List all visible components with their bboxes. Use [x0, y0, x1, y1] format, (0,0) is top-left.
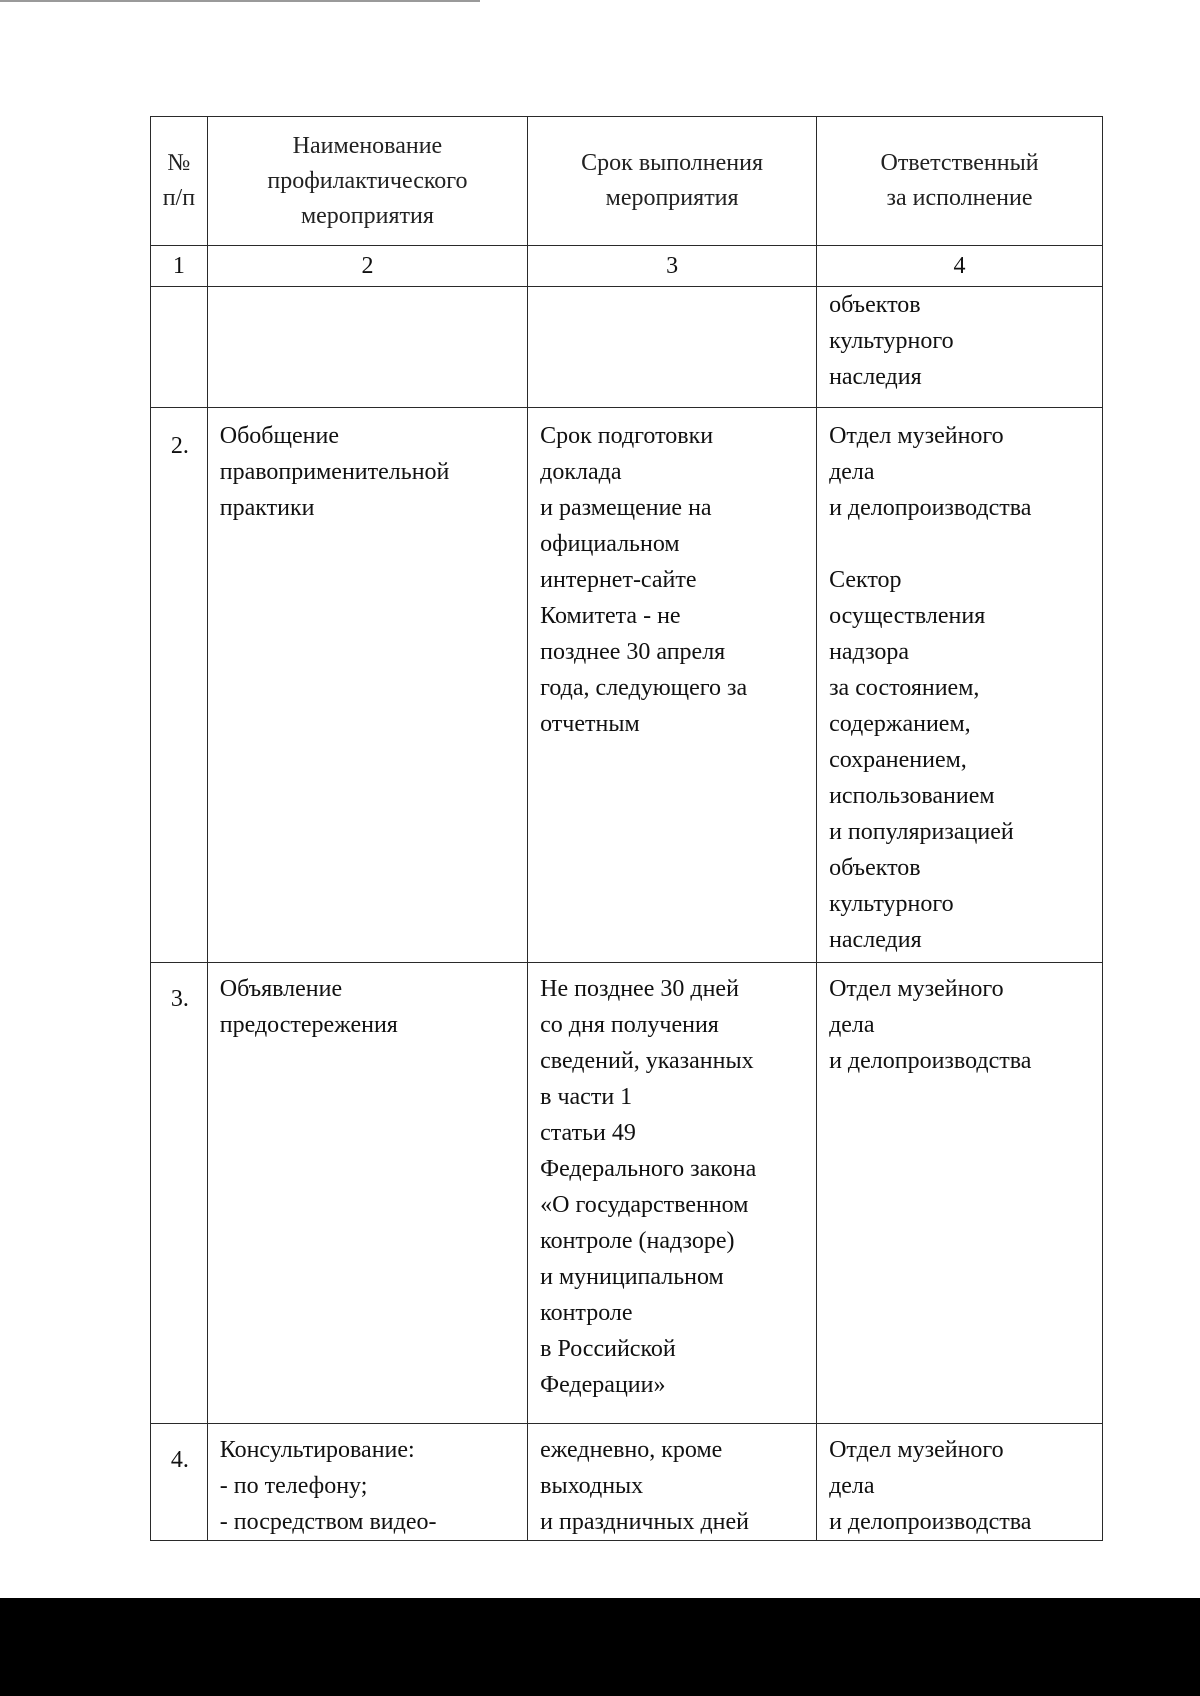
line-gap: [829, 526, 1092, 562]
cell-line: и делопроизводства: [829, 495, 1032, 521]
cell-line: отчетным: [540, 711, 640, 737]
cell-line: содержанием,: [829, 711, 971, 737]
cell-line: и популяризацией: [829, 819, 1014, 845]
cell-line: культурного: [829, 891, 954, 917]
event-name-cell: [207, 1424, 527, 1541]
row-number-cell: [151, 408, 208, 963]
header-text: профилактического: [267, 167, 468, 194]
cell-line: за состоянием,: [829, 675, 980, 701]
header-number: [151, 117, 208, 246]
event-name-cell: [207, 287, 527, 408]
scan-top-rule: [0, 0, 480, 2]
cell-line: практики: [219, 495, 315, 521]
cell-line: статьи 49: [540, 1120, 636, 1146]
responsible-cell: [817, 963, 1103, 1424]
cell-line: интернет-сайте: [540, 567, 697, 593]
cell-line: наследия: [829, 364, 922, 390]
column-number: 2: [207, 246, 527, 287]
column-number: 4: [817, 246, 1103, 287]
table-header-row: [151, 117, 1103, 246]
table-row: [151, 963, 1103, 1424]
row-number: 4.: [170, 1447, 189, 1473]
header-responsible: [817, 117, 1103, 246]
cell-line: Обобщение: [219, 423, 339, 449]
cell-line: Комитета - не: [540, 603, 681, 629]
column-number: 1: [151, 246, 208, 287]
row-number-cell: [151, 963, 208, 1424]
cell-line: Отдел музейного: [829, 423, 1004, 449]
cell-line: Не позднее 30 дней: [540, 976, 739, 1002]
header-event-name: [207, 117, 527, 246]
cell-line: Объявление: [219, 976, 343, 1002]
cell-line: «О государственном: [540, 1192, 749, 1218]
header-text: Срок выполнения: [581, 150, 764, 176]
table-row: [151, 287, 1103, 408]
cell-line: и праздничных дней: [540, 1509, 749, 1535]
header-text: Ответственный: [880, 150, 1039, 176]
cell-line: позднее 30 апреля: [540, 639, 726, 665]
header-text: мероприятия: [605, 185, 739, 211]
deadline-cell: [528, 408, 817, 963]
cell-line: в Российской: [540, 1336, 676, 1362]
cell-line: года, следующего за: [540, 675, 748, 701]
column-number-row: [151, 246, 1103, 287]
cell-line: официальном: [540, 531, 680, 557]
cell-line: надзора: [829, 639, 910, 665]
cell-line: осуществления: [829, 603, 986, 629]
cell-line: предостережения: [219, 1012, 398, 1038]
cell-line: контроле (надзоре): [540, 1228, 735, 1254]
header-text: №: [167, 150, 191, 176]
cell-line: дела: [829, 459, 875, 485]
cell-line: Отдел музейного: [829, 976, 1004, 1002]
cell-line: контроле: [540, 1300, 633, 1326]
responsible-cell: [817, 1424, 1103, 1541]
row-number-cell: [151, 287, 208, 408]
deadline-cell: [528, 963, 817, 1424]
column-number: 3: [528, 246, 817, 287]
cell-line: и делопроизводства: [829, 1509, 1032, 1535]
cell-line: Федерального закона: [540, 1156, 757, 1182]
cell-line: наследия: [829, 927, 922, 953]
cell-line: - посредством видео-: [219, 1509, 437, 1535]
responsible-cell: [817, 287, 1103, 408]
responsible-cell: [817, 408, 1103, 963]
row-number: 3.: [170, 986, 189, 1012]
cell-line: в части 1: [540, 1084, 633, 1110]
event-name-cell: [207, 963, 527, 1424]
prevention-plan-table: [150, 116, 1103, 1541]
row-number: 2.: [170, 433, 189, 459]
table-row: [151, 408, 1103, 963]
cell-line: Консультирование:: [219, 1437, 415, 1463]
row-number-cell: [151, 1424, 208, 1541]
cell-line: культурного: [829, 328, 954, 354]
table-row: [151, 1424, 1103, 1541]
cell-line: Сектор: [829, 567, 902, 593]
header-text: мероприятия: [300, 202, 434, 229]
cell-line: дела: [829, 1473, 875, 1499]
cell-line: сведений, указанных: [540, 1048, 754, 1074]
cell-line: правоприменительной: [219, 459, 450, 485]
cell-line: и размещение на: [540, 495, 712, 521]
cell-line: Срок подготовки: [540, 423, 714, 449]
cell-line: дела: [829, 1012, 875, 1038]
header-text: Наименование: [292, 132, 443, 159]
deadline-cell: [528, 1424, 817, 1541]
event-name-cell: [207, 408, 527, 963]
cell-line: доклада: [540, 459, 622, 485]
cell-line: Отдел музейного: [829, 1437, 1004, 1463]
cell-line: Федерации»: [540, 1372, 666, 1398]
scan-bottom-border: [0, 1598, 1200, 1696]
cell-line: использованием: [829, 783, 995, 809]
cell-line: выходных: [540, 1473, 644, 1499]
cell-line: и делопроизводства: [829, 1048, 1032, 1074]
cell-line: объектов: [829, 292, 921, 318]
header-deadline: [528, 117, 817, 246]
cell-line: объектов: [829, 855, 921, 881]
header-text: за исполнение: [886, 185, 1033, 211]
header-text: п/п: [162, 185, 196, 211]
cell-line: и муниципальном: [540, 1264, 724, 1290]
cell-line: сохранением,: [829, 747, 967, 773]
deadline-cell: [528, 287, 817, 408]
cell-line: - по телефону;: [219, 1473, 368, 1499]
cell-line: со дня получения: [540, 1012, 719, 1038]
cell-line: ежедневно, кроме: [540, 1437, 723, 1463]
